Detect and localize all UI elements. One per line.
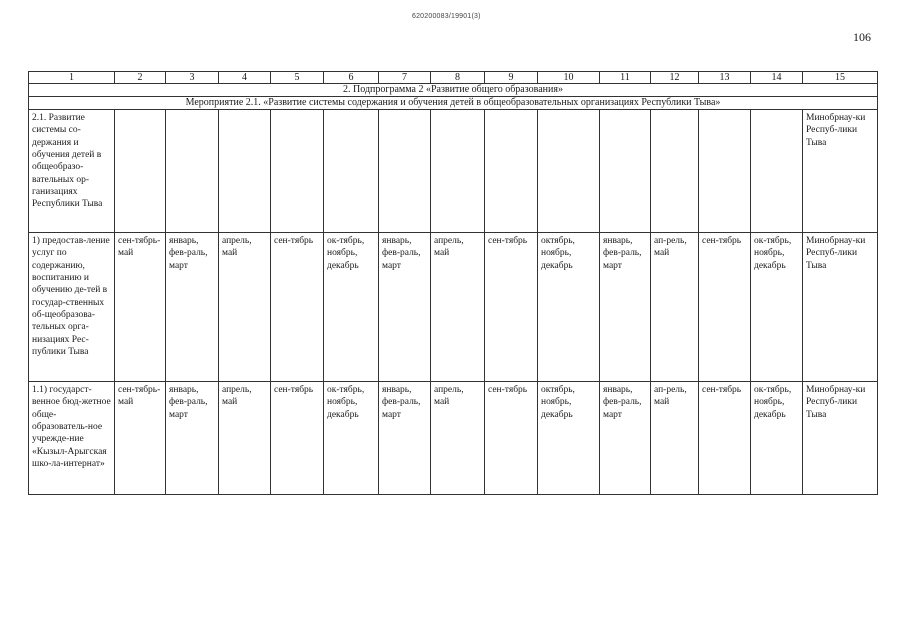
period-cell: сен-тябрь-май: [115, 233, 166, 382]
period-cell: ап-рель, май: [651, 382, 699, 495]
period-cell: [485, 110, 538, 233]
measure-row: [29, 97, 878, 110]
column-number: 1: [29, 72, 115, 84]
period-cell: [538, 110, 600, 233]
column-number-row: [29, 72, 878, 84]
period-cell: сен-тябрь: [485, 382, 538, 495]
schedule-table: [28, 71, 878, 495]
column-number: 6: [324, 72, 379, 84]
period-cell: сен-тябрь: [271, 382, 324, 495]
period-cell: [271, 110, 324, 233]
executor-cell: Минобрнау-ки Респуб-лики Тыва: [803, 233, 878, 382]
period-cell: январь, фев-раль, март: [379, 233, 431, 382]
period-cell: сен-тябрь: [699, 382, 751, 495]
period-cell: январь, фев-раль, март: [600, 382, 651, 495]
column-number: 8: [431, 72, 485, 84]
column-number: 5: [271, 72, 324, 84]
column-number: 3: [166, 72, 219, 84]
row-name: 2.1. Развитие системы со-держания и обучения детей в общеобразо-вательных ор-ганизациях Республики Тыва: [29, 110, 115, 233]
period-cell: январь, фев-раль, март: [166, 233, 219, 382]
period-cell: ок-тябрь, ноябрь, декабрь: [324, 382, 379, 495]
row-name: 1.1) государст-венное бюд-жетное обще-образователь-ное учрежде-ние «Кызыл-Арыгская шко-ла-интернат»: [29, 382, 115, 495]
period-cell: сен-тябрь: [699, 233, 751, 382]
period-cell: [166, 110, 219, 233]
measure-title: Мероприятие 2.1. «Развитие системы содержания и обучения детей в общеобразовательных организациях Республики Тыва»: [29, 97, 878, 110]
period-cell: [431, 110, 485, 233]
period-cell: ок-тябрь, ноябрь, декабрь: [751, 233, 803, 382]
column-number: 7: [379, 72, 431, 84]
period-cell: [115, 110, 166, 233]
period-cell: апрель, май: [431, 233, 485, 382]
subprogram-row: [29, 84, 878, 97]
period-cell: [324, 110, 379, 233]
period-cell: ок-тябрь, ноябрь, декабрь: [751, 382, 803, 495]
executor-cell: Минобрнау-ки Респуб-лики Тыва: [803, 110, 878, 233]
period-cell: апрель, май: [219, 382, 271, 495]
column-number: 14: [751, 72, 803, 84]
period-cell: октябрь, ноябрь, декабрь: [538, 382, 600, 495]
period-cell: [651, 110, 699, 233]
column-number: 13: [699, 72, 751, 84]
period-cell: октябрь, ноябрь, декабрь: [538, 233, 600, 382]
column-number: 11: [600, 72, 651, 84]
period-cell: ап-рель, май: [651, 233, 699, 382]
period-cell: сен-тябрь: [485, 233, 538, 382]
column-number: 12: [651, 72, 699, 84]
period-cell: сен-тябрь: [271, 233, 324, 382]
row-name: 1) предостав-ление услуг по содержанию, воспитанию и обучению де-тей в государ-ственных об-щеобразова-тельных орга-низациях Рес-публики Тыва: [29, 233, 115, 382]
page-number: 106: [853, 30, 871, 44]
period-cell: ок-тябрь, ноябрь, декабрь: [324, 233, 379, 382]
period-cell: сен-тябрь-май: [115, 382, 166, 495]
period-cell: [751, 110, 803, 233]
period-cell: январь, фев-раль, март: [166, 382, 219, 495]
column-number: 9: [485, 72, 538, 84]
document-id: 620200083/19901(3): [412, 13, 481, 20]
period-cell: апрель, май: [431, 382, 485, 495]
period-cell: [600, 110, 651, 233]
column-number: 4: [219, 72, 271, 84]
period-cell: январь, фев-раль, март: [600, 233, 651, 382]
subprogram-title: 2. Подпрограмма 2 «Развитие общего образования»: [29, 84, 878, 97]
period-cell: январь, фев-раль, март: [379, 382, 431, 495]
column-number: 10: [538, 72, 600, 84]
table-row: [29, 233, 878, 382]
period-cell: [219, 110, 271, 233]
period-cell: [699, 110, 751, 233]
period-cell: апрель, май: [219, 233, 271, 382]
executor-cell: Минобрнау-ки Респуб-лики Тыва: [803, 382, 878, 495]
table-row: [29, 382, 878, 495]
column-number: 15: [803, 72, 878, 84]
column-number: 2: [115, 72, 166, 84]
table-row: [29, 110, 878, 233]
period-cell: [379, 110, 431, 233]
